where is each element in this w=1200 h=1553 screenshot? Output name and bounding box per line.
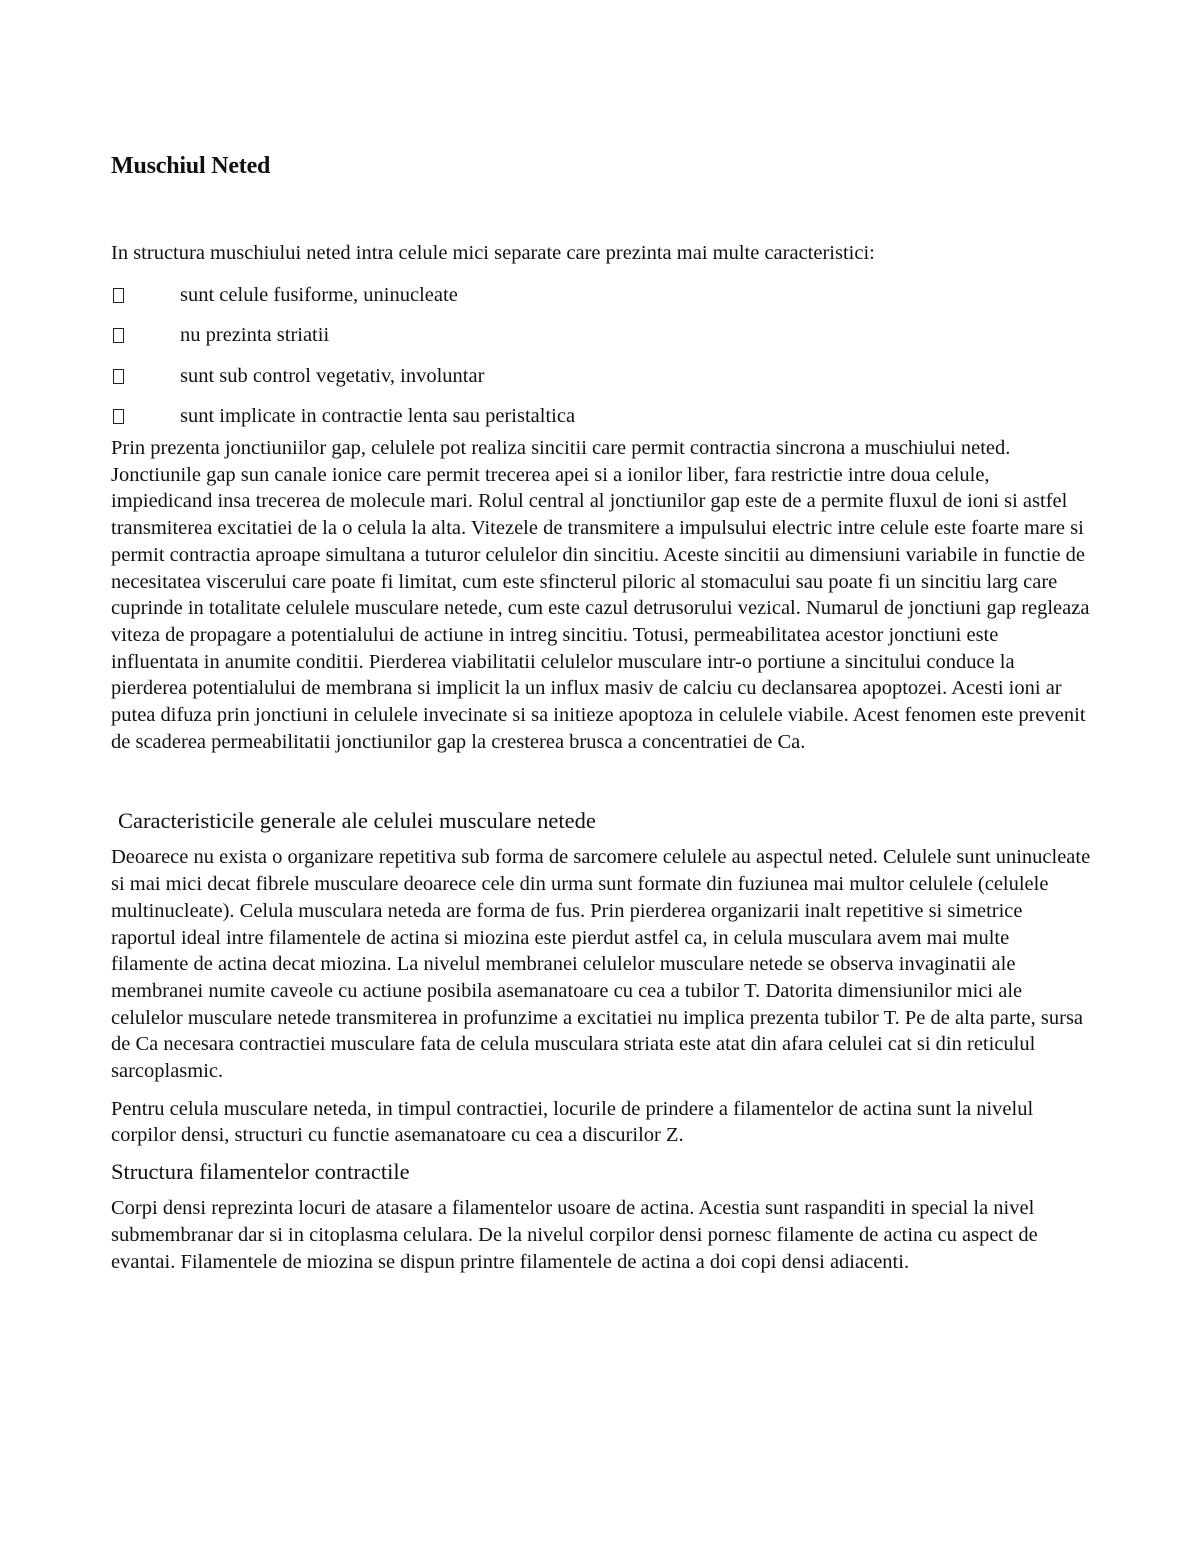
paragraph-general-characteristics: Deoarece nu exista o organizare repetitiva sub forma de sarcomere celulele au aspectul neted. Celulele sunt uninucleate si mai mici decat fibrele musculare deoarece cele din urma sunt formate din fuziunea mai multor celulele (celulele multinucleate). Celula musculara neteda are forma de fus. Prin pierderea organizarii inalt repetitive si simetrice raportul ideal intre filamentele de actina si miozina este pierdut astfel ca, in celula musculara avem mai multe filamente de actina decat miozina. La nivelul membranei celulelor musculare netede se observa invaginatii ale membranei numite caveole cu actiune posibila asemanatoare cu cea a tubilor T. Datorita dimensiunilor mici ale celulelor musculare netede transmiterea in profunzime a excitatiei nu implica prezenta tubilor T. Pe de alta parte, sursa de Ca necesara contractiei musculare fata de celula musculara striata este atat din afara celulei cat si din reticulul sarcoplasmic.: [111, 846, 1091, 1083]
bullet-box-icon: [113, 409, 124, 424]
characteristics-list: [111, 281, 1091, 431]
list-item: [111, 362, 1091, 390]
section-heading-general-characteristics: Caracteristicile generale ale celulei musculare netede: [118, 808, 596, 834]
list-item-text: sunt implicate in contractie lenta sau peristaltica: [180, 405, 576, 427]
section-heading-contractile-filaments: Structura filamentelor contractile: [111, 1159, 410, 1185]
paragraph-gap-junctions: Prin prezenta jonctiuniilor gap, celulele pot realiza sincitii care permit contractia sincrona a muschiului neted. Jonctiunile gap sun canale ionice care permit trecerea apei si a ionilor liber, fara restrictie intre doua celule, impiedicand insa trecerea de molecule mari. Rolul central al jonctiunilor gap este de a permite fluxul de ioni si astfel transmiterea excitatiei de la o celula la alta. Vitezele de transmitere a impulsului electric intre celule este foarte mare si permit contractia aproape simultana a tuturor celulelor din sincitiu. Aceste sincitii au dimensiuni variabile in functie de necesitatea viscerului care poate fi limitat, cum este sfincterul piloric al stomacului sau poate fi un sincitiu larg care cuprinde in totalitate celulele musculare netede, cum este cazul detrusorului vezical. Numarul de jonctiuni gap regleaza viteza de propagare a potentialului de actiune in intreg sincitiu. Totusi, permeabilitatea acestor jonctiuni este influentata in anumite conditii. Pierderea viabilitatii celulelor musculare intr-o portiune a sincitului conduce la pierderea potentialului de membrana si implicit la un influx masiv de calciu cu declansarea apoptozei. Acesti ioni ar putea difuza prin jonctiuni in celulele invecinate si sa initieze apoptoza in celulele viabile. Acest fenomen este prevenit de scaderea permeabilitatii jonctiunilor gap la cresterea brusca a concentratiei de Ca.: [111, 437, 1090, 753]
bullet-box-icon: [113, 288, 124, 303]
list-item: [111, 403, 1091, 431]
bullet-box-icon: [113, 369, 124, 384]
paragraph-dense-bodies: Pentru celula musculare neteda, in timpul contractiei, locurile de prindere a filamentelor de actina sunt la nivelul corpilor densi, structuri cu functie asemanatoare cu cea a discurilor Z.: [111, 1097, 1034, 1147]
list-item-text: sunt celule fusiforme, uninucleate: [180, 283, 458, 306]
list-item: [111, 322, 1091, 350]
list-item: [111, 281, 1091, 309]
bullet-box-icon: [113, 328, 124, 343]
paragraph-contractile-filaments: Corpi densi reprezinta locuri de atasare a filamentelor usoare de actina. Acestia sunt raspanditi in special la nivel submembranar dar si in citoplasma celulara. De la nivelul corpilor densi pornesc filamente de actina cu aspect de evantai. Filamentele de miozina se dispun printre filamentele de actina a doi copi densi adiacenti.: [111, 1197, 1038, 1273]
document-page: [111, 148, 1091, 1275]
document-title: Muschiul Neted: [111, 153, 271, 179]
intro-text: In structura muschiului neted intra celule mici separate care prezinta mai multe caracteristici:: [111, 242, 875, 264]
list-item-text: sunt sub control vegetativ, involuntar: [180, 364, 485, 387]
list-item-text: nu prezinta striatii: [180, 324, 330, 346]
